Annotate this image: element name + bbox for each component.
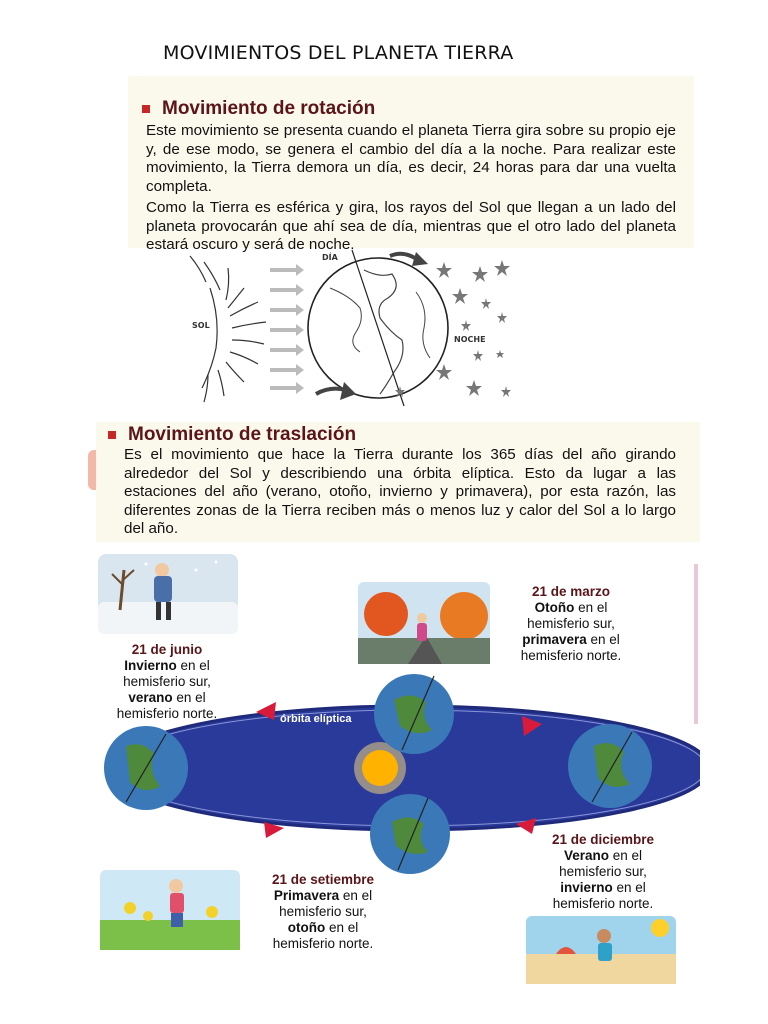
earth-globe-icon <box>308 250 448 406</box>
season-text: en el <box>612 880 646 895</box>
side-accent <box>88 450 96 490</box>
winter-scene-image <box>98 554 238 634</box>
season-bold-text: verano <box>128 690 173 705</box>
season-text: hemisferio norte. <box>116 706 218 721</box>
rotation-paragraph-2: Como la Tierra es esférica y gira, los rayos del Sol que llegan a un lado del planeta provocarán que ahí sea de día, mientras que el otro lado del planeta estará oscuro y será de noche. <box>146 199 676 253</box>
earth-right-icon <box>568 724 652 808</box>
season-caption-june <box>96 642 238 722</box>
rotation-heading <box>142 98 375 120</box>
spring-scene-image <box>100 870 240 950</box>
translation-text <box>124 446 676 539</box>
summer-scene-image <box>526 916 676 984</box>
season-bold-text: primavera <box>522 632 587 647</box>
rotation-heading-text: Movimiento de rotación <box>162 98 376 119</box>
rotation-arrow-top-icon <box>390 254 418 260</box>
translation-heading <box>108 424 356 446</box>
season-text: en el <box>172 690 206 705</box>
season-date: 21 de marzo <box>531 584 611 599</box>
season-bold-text: Otoño <box>534 600 575 615</box>
rotation-arrow-bottom-icon <box>316 389 346 394</box>
season-text: en el <box>609 848 643 863</box>
season-text: en el <box>176 658 210 673</box>
rotation-paragraph-1: Este movimiento se presenta cuando el planeta Tierra gira sobre su propio eje y, de ese modo, se genera el cambio del día a la noche. Para realizar este movimiento, la Tierra demora un día, es decir, 24 horas para dar una vuelta completa. <box>146 122 676 195</box>
earth-top-icon <box>374 674 454 754</box>
day-label: DÍA <box>322 253 338 262</box>
season-bold-text: otoño <box>287 920 326 935</box>
season-date: 21 de diciembre <box>551 832 655 847</box>
season-text: en el <box>574 600 608 615</box>
autumn-scene-image <box>358 582 490 664</box>
page-title: MOVIMIENTOS DEL PLANETA TIERRA <box>163 42 514 64</box>
rotation-arrow-top-head-icon <box>412 252 428 266</box>
season-text: hemisferio norte. <box>272 936 374 951</box>
earth-bottom-icon <box>370 794 450 874</box>
season-caption-september <box>252 872 394 952</box>
rotation-panel <box>128 76 694 253</box>
bullet-icon <box>108 431 116 439</box>
night-label: NOCHE <box>454 335 486 344</box>
season-caption-december <box>530 832 676 912</box>
season-bold-text: Verano <box>563 848 609 863</box>
bullet-icon <box>142 105 150 113</box>
translation-panel <box>96 422 700 542</box>
season-date: 21 de junio <box>131 642 203 657</box>
sunlight-arrows-icon <box>270 264 304 394</box>
season-caption-march <box>500 584 642 664</box>
season-bold-text: invierno <box>560 880 613 895</box>
earth-left-icon <box>104 726 188 810</box>
season-text: hemisferio sur, <box>527 616 615 631</box>
season-text: hemisferio sur, <box>123 674 211 689</box>
rotation-diagram <box>180 248 520 408</box>
rotation-text <box>146 122 676 255</box>
orbit-label: órbita elíptica <box>280 713 352 725</box>
season-text: hemisferio norte. <box>520 648 622 663</box>
season-text: hemisferio sur, <box>559 864 647 879</box>
translation-heading-text: Movimiento de traslación <box>128 424 357 445</box>
season-text: hemisferio norte. <box>552 896 654 911</box>
season-text: en el <box>586 632 620 647</box>
sun-label: SOL <box>192 321 210 330</box>
season-bold-text: Primavera <box>273 888 340 903</box>
translation-paragraph: Es el movimiento que hace la Tierra durante los 365 días del año girando alrededor del Sol y describiendo una órbita elíptica. Esto da lugar a las estaciones del año (verano, otoño, invierno y primavera), por esta razón, las diferentes zonas de la Tierra reciben más o menos luz y calor del Sol a lo largo del año. <box>124 446 676 537</box>
season-text: en el <box>325 920 359 935</box>
season-date: 21 de setiembre <box>271 872 375 887</box>
season-text: hemisferio sur, <box>279 904 367 919</box>
season-text: en el <box>339 888 373 903</box>
season-bold-text: Invierno <box>124 658 177 673</box>
